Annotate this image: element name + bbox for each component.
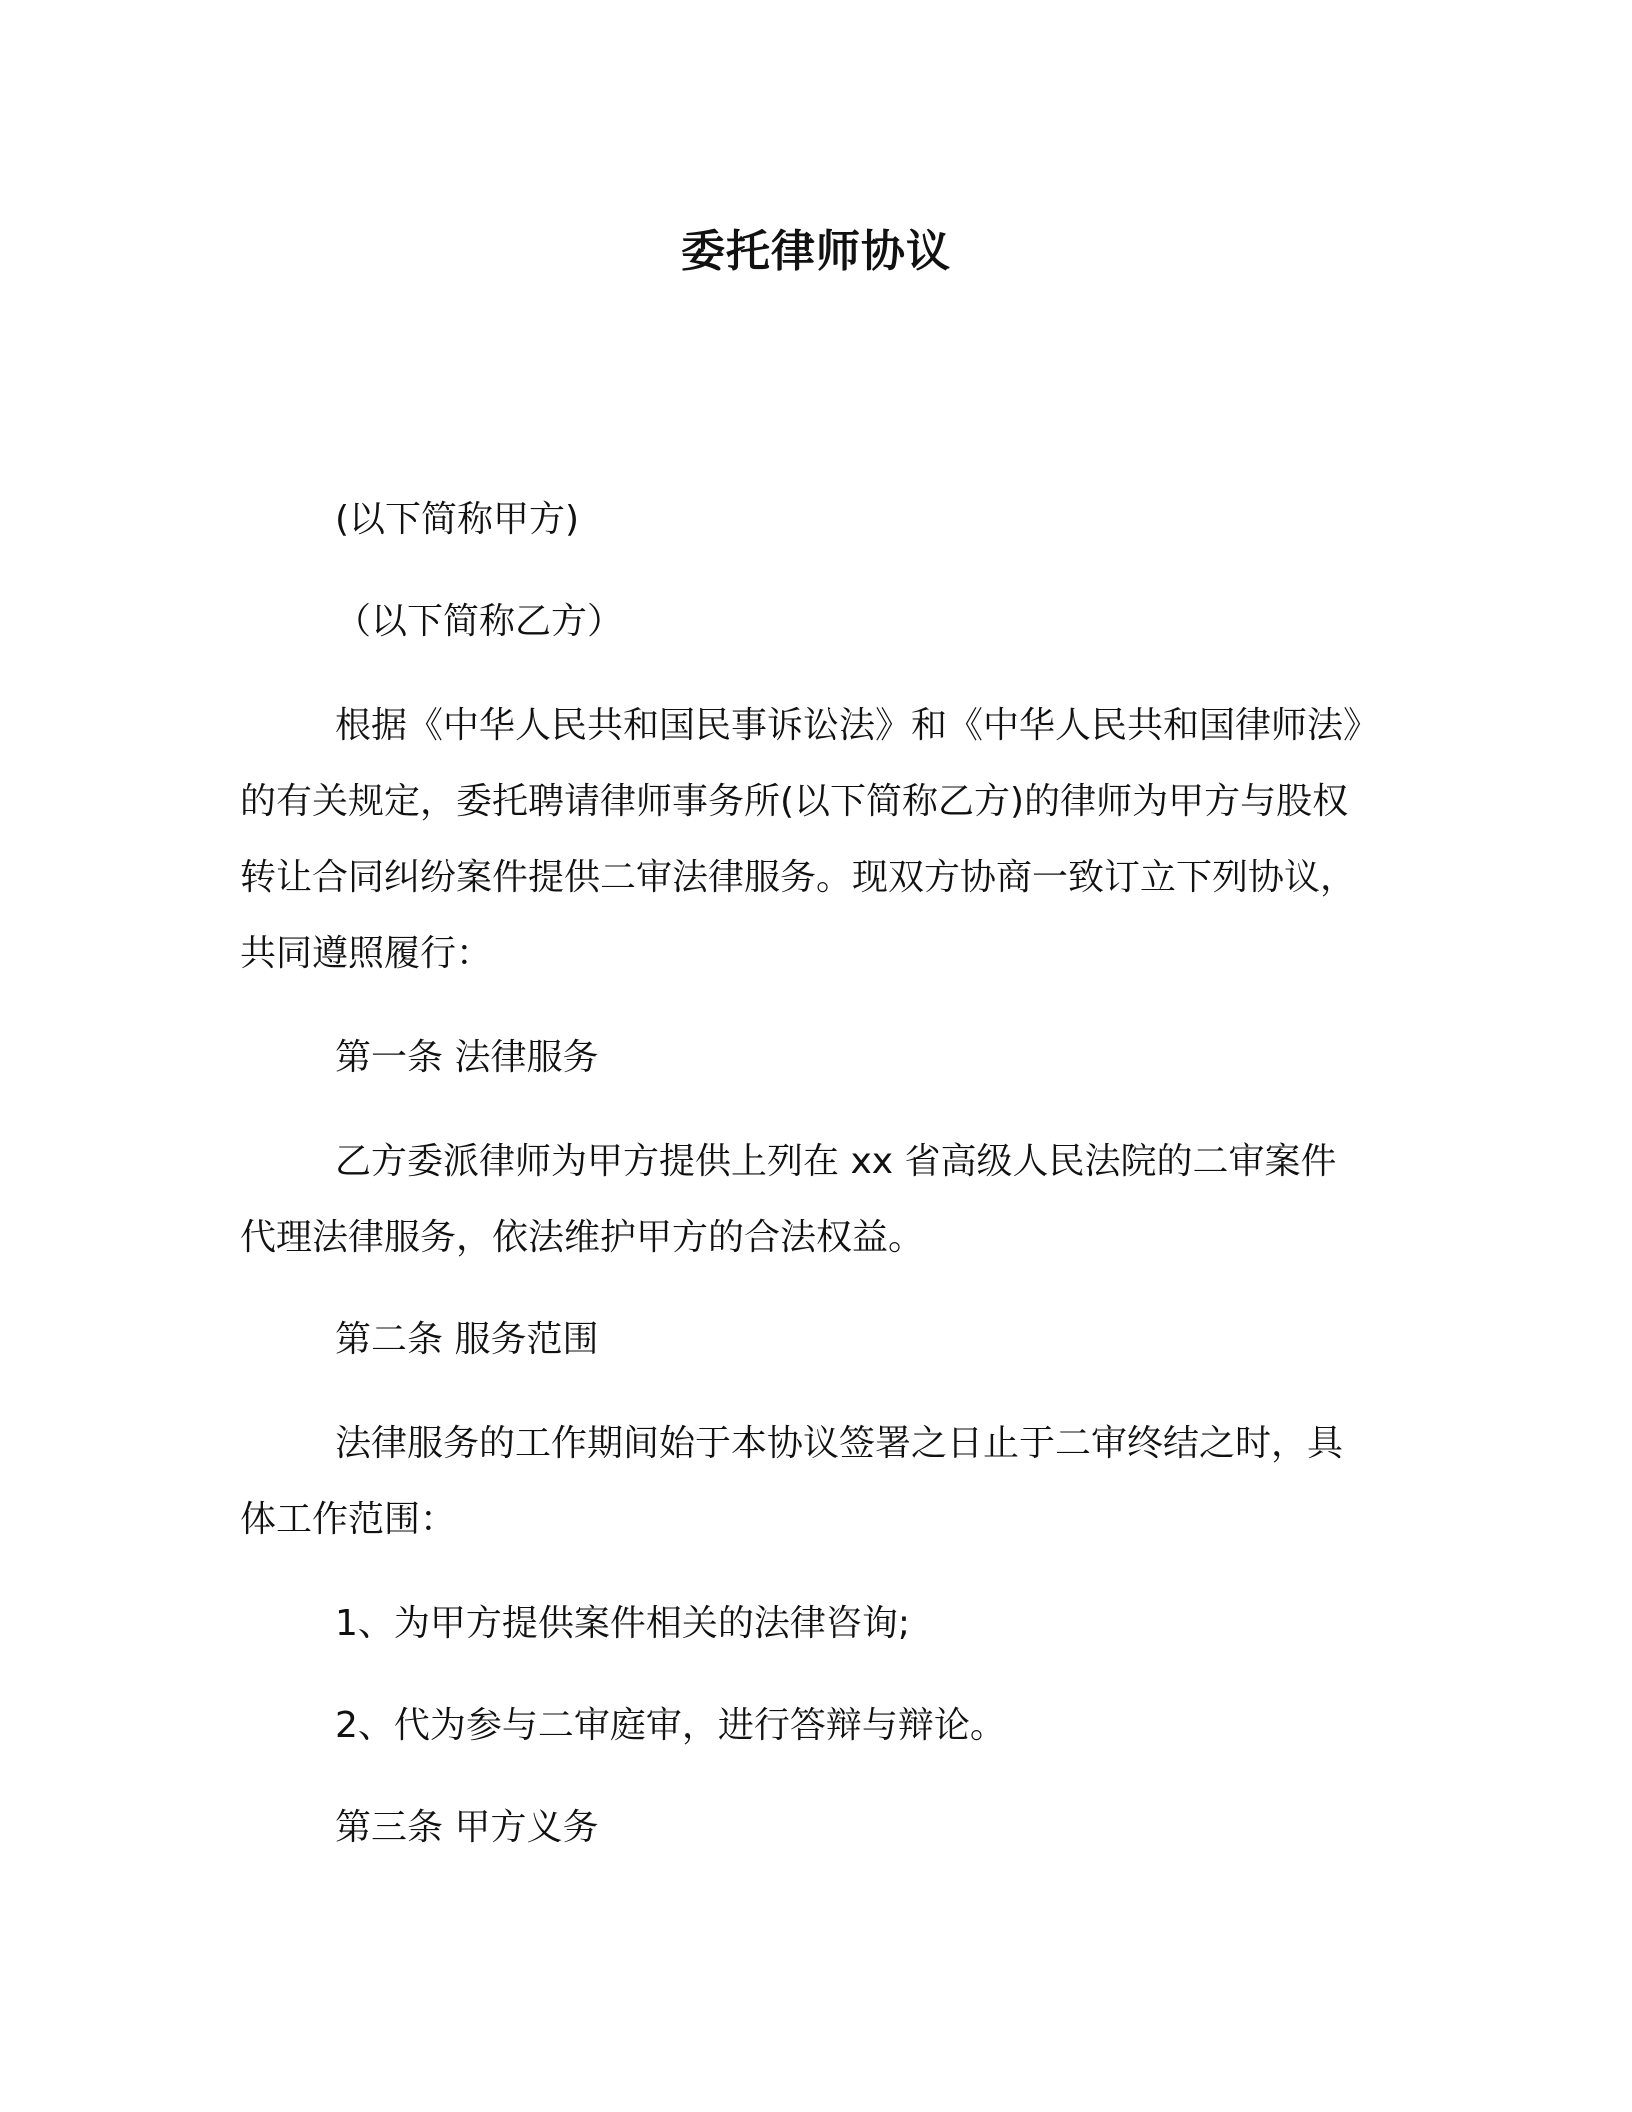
party-b-line: （以下简称乙方）	[335, 601, 624, 642]
article-1-heading: 第一条 法律服务	[335, 1037, 599, 1078]
intro-paragraph-line: 共同遵照履行：	[240, 933, 493, 974]
article-2-body-line: 法律服务的工作期间始于本协议签署之日止于二审终结之时，具	[335, 1423, 1344, 1464]
document-title: 委托律师协议	[681, 226, 951, 277]
intro-paragraph-line: 根据《中华人民共和国民事诉讼法》和《中华人民共和国律师法》	[335, 705, 1380, 746]
article-2-body-line: 体工作范围：	[240, 1499, 457, 1540]
intro-paragraph-line: 转让合同纠纷案件提供二审法律服务。现双方协商一致订立下列协议，	[240, 857, 1357, 898]
article-1-body-line: 代理法律服务，依法维护甲方的合法权益。	[240, 1217, 925, 1258]
article-3-heading: 第三条 甲方义务	[335, 1807, 599, 1848]
intro-paragraph-line: 的有关规定，委托聘请律师事务所(以下简称乙方)的律师为甲方与股权	[240, 781, 1349, 822]
party-a-line: (以下简称甲方)	[335, 499, 580, 540]
article-2-heading: 第二条 服务范围	[335, 1319, 599, 1360]
scope-item-1: 1、为甲方提供案件相关的法律咨询;	[335, 1603, 911, 1644]
scope-item-2: 2、代为参与二审庭审，进行答辩与辩论。	[335, 1705, 1006, 1746]
article-1-body-line: 乙方委派律师为甲方提供上列在 xx 省高级人民法院的二审案件	[335, 1141, 1337, 1182]
